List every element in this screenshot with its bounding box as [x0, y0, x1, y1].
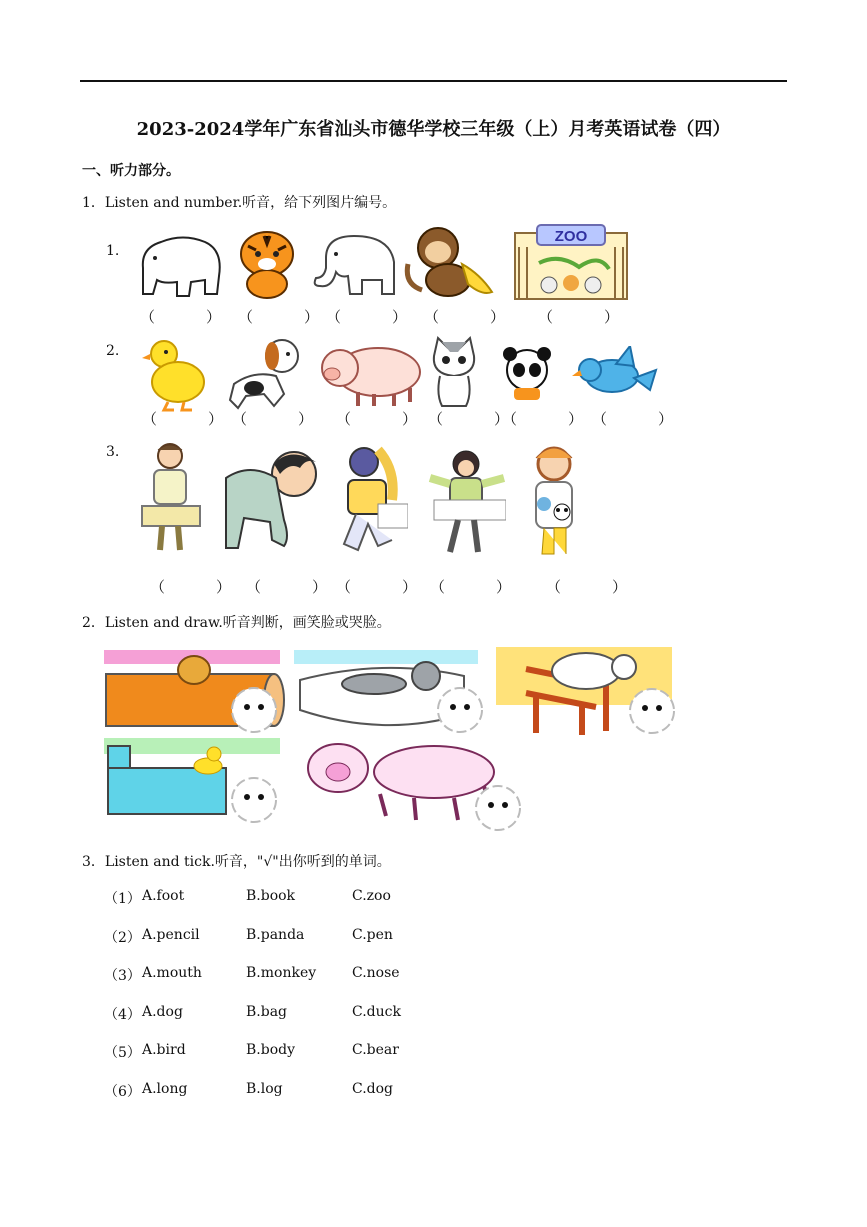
option-a: A.mouth — [142, 965, 202, 981]
option-a: A.pencil — [142, 927, 200, 943]
option-c: C.bear — [352, 1042, 399, 1058]
answer-paren: （ ） — [430, 578, 530, 596]
top-rule — [80, 80, 787, 82]
monkey-picture — [402, 224, 498, 300]
option-b: B.book — [246, 888, 296, 904]
dog-picture — [224, 334, 308, 410]
option-c: C.dog — [352, 1081, 394, 1097]
option-b: B.monkey — [246, 965, 317, 981]
row-1-number: 1. — [106, 243, 120, 259]
answer-paren: （ ） — [546, 578, 646, 596]
option-b: B.body — [246, 1042, 295, 1058]
item-number: （4） — [104, 1007, 141, 1023]
answer-paren: （ ） — [232, 410, 332, 428]
option-c: C.pen — [352, 927, 393, 943]
option-c: C.nose — [352, 965, 400, 981]
item-number: （3） — [104, 968, 141, 984]
smiley-face — [476, 786, 520, 830]
duck-picture — [142, 336, 208, 412]
pig-panel — [294, 736, 524, 832]
smiley-face — [630, 689, 674, 733]
pig-picture — [318, 336, 422, 408]
smiley-face — [232, 778, 276, 822]
panda-picture — [500, 346, 554, 402]
answer-paren: （ ） — [424, 308, 524, 326]
option-a: A.dog — [142, 1004, 183, 1020]
option-c: C.duck — [352, 1004, 401, 1020]
option-a: A.long — [142, 1081, 188, 1097]
answer-paren: （ ） — [238, 308, 338, 326]
q3-label: 3．Listen and tick.听音，"√"出你听到的单词。 — [82, 854, 391, 870]
answer-paren: （ ） — [150, 578, 250, 596]
zoo-picture — [509, 223, 633, 303]
item-number: （2） — [104, 930, 141, 946]
answer-paren: （ ） — [246, 578, 346, 596]
boy-bend-picture — [220, 448, 324, 552]
section-listening: 一、听力部分。 — [82, 163, 180, 179]
polar-bear-picture — [133, 228, 225, 300]
answer-paren: （ ） — [336, 410, 436, 428]
cat-on-swing-panel — [294, 650, 484, 736]
item-number: （5） — [104, 1045, 141, 1061]
option-a: A.bird — [142, 1042, 186, 1058]
option-b: B.bag — [246, 1004, 288, 1020]
answer-paren: （ ） — [326, 308, 426, 326]
elephant-picture — [306, 228, 402, 300]
row-3-number: 3. — [106, 444, 120, 460]
row-2-number: 2. — [106, 343, 120, 359]
girl-arms-picture — [428, 448, 506, 556]
q2-label: 2．Listen and draw.听音判断，画笑脸或哭脸。 — [82, 615, 391, 631]
cat-picture — [428, 334, 480, 410]
dog-on-log-panel — [104, 650, 288, 736]
q1-label: 1．Listen and number.听音，给下列图片编号。 — [82, 195, 397, 211]
smiley-face — [438, 688, 482, 732]
answer-paren: （ ） — [336, 578, 436, 596]
bear-on-chair-panel — [496, 647, 676, 739]
boy-hands-picture — [140, 440, 202, 556]
smiley-face — [232, 688, 276, 732]
answer-paren: （ ） — [502, 410, 602, 428]
girl-reach-picture — [338, 440, 408, 556]
answer-paren: （ ） — [592, 410, 692, 428]
answer-paren: （ ） — [140, 308, 240, 326]
option-b: B.panda — [246, 927, 305, 943]
bird-picture — [572, 346, 658, 408]
option-a: A.foot — [142, 888, 185, 904]
item-number: （6） — [104, 1084, 141, 1100]
zoo-sign-text: ZOO — [554, 228, 588, 245]
answer-paren: （ ） — [142, 410, 242, 428]
girl-panda-picture — [524, 442, 586, 558]
page-title: 2023-2024学年广东省汕头市德华学校三年级（上）月考英语试卷（四） — [136, 119, 731, 140]
item-number: （1） — [104, 891, 141, 907]
answer-paren: （ ） — [428, 410, 528, 428]
tiger-picture — [234, 226, 300, 300]
option-b: B.log — [246, 1081, 283, 1097]
option-c: C.zoo — [352, 888, 391, 904]
duck-on-box-panel — [104, 738, 284, 830]
answer-paren: （ ） — [538, 308, 638, 326]
